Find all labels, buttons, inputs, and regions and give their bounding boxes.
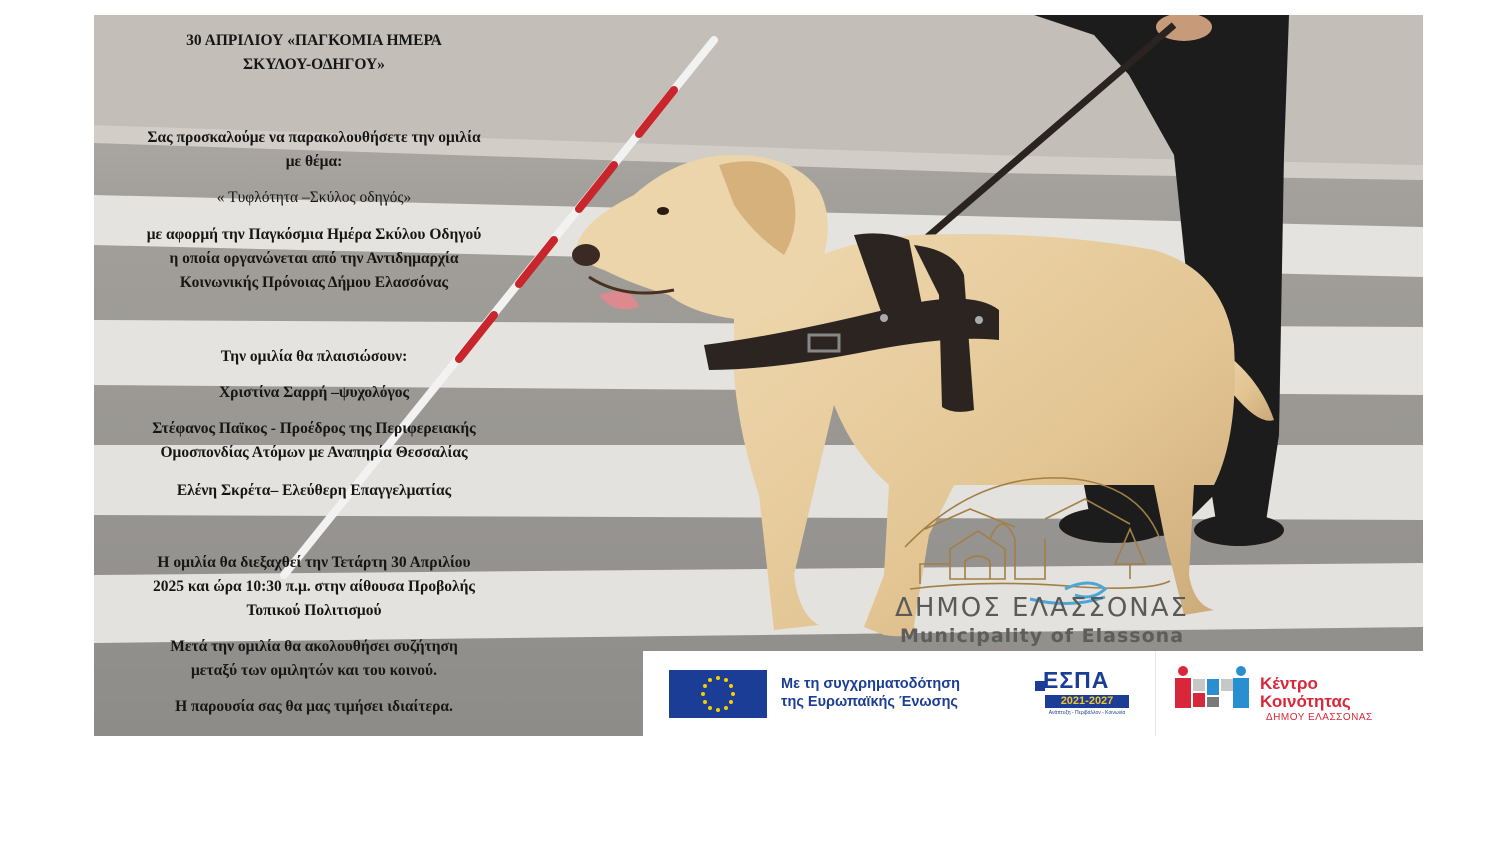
community-center-line1: Κέντρο [1260, 674, 1318, 693]
eu-text-line1: Με τη συγχρηματοδότηση [781, 676, 961, 692]
closing-line: Η παρουσία σας θα μας τιμήσει ιδιαίτερα. [175, 698, 453, 715]
occasion-line3: Κοινωνικής Πρόνοιας Δήμου Ελασσόνας [179, 274, 449, 291]
municipality-name-english: Municipality of Elassona [899, 625, 1185, 647]
when-line3: Τοπικού Πολιτισμού [246, 602, 382, 619]
title-line1: 30 ΑΠΡΙΛΙΟΥ «ΠΑΓΚΟΜΙΑ ΗΜΕΡΑ [186, 32, 442, 49]
occasion-line2: η οποία οργανώνεται από την Αντιδημαρχία [169, 250, 459, 267]
invite-line2: με θέμα: [285, 153, 343, 170]
when-line2: 2025 και ώρα 10:30 π.μ. στην αίθουσα Προβολής [153, 578, 475, 595]
community-center-title [1260, 675, 1351, 711]
espa-years: 2021-2027 [1045, 695, 1129, 708]
espa-tagline: Ανάπτυξη - Περιβάλλον - Κοινωνία [1048, 710, 1126, 716]
eu-text-line2: της Ευρωπαϊκής Ένωσης [781, 694, 958, 710]
speaker2-line1: Στέφανος Παϊκος - Προέδρος της Περιφερειακής [152, 420, 476, 437]
speaker2-line2: Ομοσπονδίας Ατόμων με Αναπηρία Θεσσαλίας [160, 444, 468, 461]
invite-line1: Σας προσκαλούμε να παρακολουθήσετε την ομιλία [147, 129, 481, 146]
espa-title: ΕΣΠΑ [1043, 667, 1110, 693]
when-line1: Η ομιλία θα διεξαχθεί την Τετάρτη 30 Απριλίου [157, 554, 471, 571]
speaker1: Χριστίνα Σαρρή –ψυχολόγος [218, 384, 409, 401]
church-mountain-logo-icon [830, 469, 1250, 651]
community-center-line2: Κοινότητας [1260, 692, 1351, 711]
funding-bar [643, 651, 1423, 736]
eu-cofunding-text [781, 675, 960, 711]
speakers-heading: Την ομιλία θα πλαισιώσουν: [220, 348, 408, 365]
community-center-subtitle: ΔΗΜΟΥ ΕΛΑΣΣΟΝΑΣ [1266, 712, 1373, 723]
title-line2: ΣΚΥΛΟΥ-ΟΔΗΓΟΥ» [243, 56, 385, 73]
eu-flag-icon [669, 670, 767, 718]
topic: « Τυφλότητα –Σκύλος οδηγός» [216, 189, 412, 206]
event-poster [94, 15, 1423, 736]
discussion-line2: μεταξύ των ομιλητών και του κοινού. [191, 662, 437, 679]
speaker3: Ελένη Σκρέτα– Ελεύθερη Επαγγελματίας [176, 482, 452, 499]
community-people-icon [1173, 665, 1253, 713]
occasion-line1: με αφορμή την Παγκόσμια Ημέρα Σκύλου Οδηγού [146, 226, 482, 243]
discussion-line1: Μετά την ομιλία θα ακολουθήσει συζήτηση [170, 638, 458, 655]
municipality-name-greek: ΔΗΜΟΣ ΕΛΑΣΣΟΝΑΣ [895, 593, 1189, 623]
logo-divider [1155, 651, 1156, 736]
